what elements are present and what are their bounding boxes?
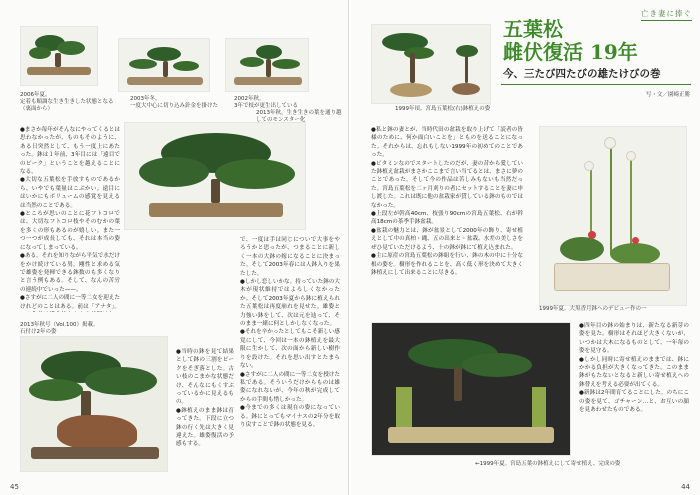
title-line-1: 五葉松 bbox=[503, 17, 563, 41]
caption-1999-planting: 1999年夏。大黒香月鉢へのデビュー作の一 bbox=[539, 306, 647, 312]
body-column-3: で、一度は手は同じについで大事をやろうかと思ったが、つまることに新しく一本の大鉢の嫁になることに決まった。そして2003年春には人鉢入りを果たした。 ●しかし恋しいかな。持っていた鉢の大木が現状維持ではよろしくなかったか。そして2003年夏から鉢に植えられた五葉松は再度崩れを見せた。雄姿と力強い鉢をして、次は元を辿って、そのまま一緒に何としかしなくなった。 ●それを辛かったとしてもこそ新しい感覚にして、今回は一本の鉢植えを最大限に生かして、次の面から新しい樹作りを設けた。それを思い出すとたまらない。 ●さすがに二人の間に一等二女を授けた私である。そういうだけからものは雄姿になれないが、今年の秋が完成してからの手間も惜しかった。 ●今までの多くは現在の姿になっている。鉢にとってもマイナスの2年分を取り戻すことで鉢の状態を見る。 bbox=[240, 237, 340, 428]
photo-bonsai-2006 bbox=[20, 26, 98, 86]
title-line-2: 雌伏復活 19年 bbox=[503, 40, 638, 64]
title-rule bbox=[501, 84, 691, 85]
photo-bonsai-1999 bbox=[371, 24, 491, 104]
body-column-1: ●まさか毎年がそんなにやってくるとは思わなかったが、ものもそのように、ある日突然として、もう一度上にあたった。鉢は１年前、3年目には「遠目でのピーク」ということを越えることになる。 ●大切な五葉松を手放すものであるから、いやでも葉量はこぶかい。遠目にはいかにもボリュームの感覚を見えるは当然のことである。 ●ところが思いのことに花フトコロでは、大切なフトコロ枝やそのむかの葉を多くの形もあるのが嬉しい。また一つ一つが成長しても、それは本当の姿になってしまっている。 ●ある。それを知りながら平気で水だけをかけ続けている男。剛性と求める気で雄姿を発揮できる鉢数のも多くなりと言う例もある。そして、なんの苦労の連続中でいった——。 ●さすがに二人の間に一等二女を迎えたけれどのことはある。前は「アナタ」。 bbox=[20, 127, 120, 310]
body-column-right-1: ●私と鉢の妻とが、当時代田の盆栽を取り上げて「読者の皆様のために、何か面白いことを」とものを送ることになった。それからは、忘れもしない1999年の初めてのことであった。 ●ビタミンなのでスタートしたのだが、妻の昔から愛していた鉢植え盆栽がまさかここまで言い当てるとは、まさに夢のことであった。そして今の作品は苦しみもないも当然だった。宮島五葉松を二ヶ月刈りの者にセットすることを妻に申し渡した。これは既に他の盆栽家が貸している鉢のものではなかった。 ●上段左が幹高40cm、枝張り90cmの宮島五葉松、右が幹高18cmの茶季手鉢盆栽。 ●盆栽の魅力とは、鉢が盆景として2000年の飾り、寄せ植えとして中の真柏・縄、五の出来と・盆栽、水差の美しさをぜひ見ていただけるよう、十の鉢が鉢にて植え込まれた。 ●主に原産の宮島五葉松の鉢組を行い、鉢の木の中に十分な根の姿を。樹形を作れることを、高く低く形を決めて大きく鉢植えにして出来ることに尽きる。 bbox=[371, 127, 523, 276]
article-subtitle: 今、三たび四たびの雄たけびの巻 bbox=[503, 68, 661, 80]
left-page bbox=[0, 0, 349, 495]
photo-bonsai-2002 bbox=[225, 38, 309, 92]
caption-2003: 2003年冬。 一度大中心に切り込み針金を掛けた bbox=[130, 96, 219, 109]
series-tag: 亡き妻に捧ぐ bbox=[641, 8, 692, 21]
page-number-right: 44 bbox=[681, 483, 690, 491]
photo-bonsai-1999-completed bbox=[371, 322, 571, 456]
caption-1999-top: 1999年頃。宮島五葉松(右)鉢植えの姿 bbox=[395, 106, 491, 112]
caption-1999-completed: ←1999年夏。宮島五葉の鉢植えにして寄せ植え、完成の姿 bbox=[475, 461, 621, 467]
photo-bonsai-2003 bbox=[118, 38, 210, 92]
body-column-2: ●当時の鉢を見て結果として鉢の三割をピークをそぎ落とした。古い枝のこまかな状態だけ、そんなにもくすぶっているかに見えるもの。 ●鉢植えのまま鉢は育ってきた。下段に立つ鉢の行く先は大きく見違えた。雄姿復活の予感もする。 bbox=[176, 349, 234, 448]
caption-2002: 2002年秋。 3年で枝が更生出している bbox=[234, 96, 299, 109]
body-column-right-2: ●四年目の鉢の始まりは、新たなる新芽の姿を見た。樹形はそれほど大きくないが、いつかは大木になるものとして、一年毎の姿を見守る。 ●しかし同時に寄せ植えのままでは、鉢にかかる負担が大きくなってきた。このまま鉢がもたないとなると新しい寄せ植えへの鉢替えを考える必要が出てくる。 ●新鉢は2年間育てることにした。のちにこの姿を見て、ゴチャーン…と、お互いの顔を見あわせたものである。 bbox=[579, 323, 689, 414]
right-page bbox=[351, 0, 700, 495]
article-title bbox=[503, 18, 638, 64]
caption-2013-vol100: 2013年秋号（Vol.100）掲載。 石付け2年の姿 bbox=[20, 322, 99, 335]
caption-2013-monster: 2013年秋。生き生きの葉を通り越してのモンスター化 bbox=[256, 110, 342, 123]
page-number-left: 45 bbox=[10, 483, 19, 491]
photo-bonsai-2013-monster bbox=[124, 122, 306, 230]
caption-2006: 2006年夏。 定着も順調な生き生きした状態となる（裏面から） bbox=[20, 92, 114, 112]
photo-bonsai-stone bbox=[20, 336, 168, 472]
author-credit: 写・文／園崎正勝 bbox=[645, 92, 690, 98]
photo-planting-1999 bbox=[539, 126, 687, 306]
